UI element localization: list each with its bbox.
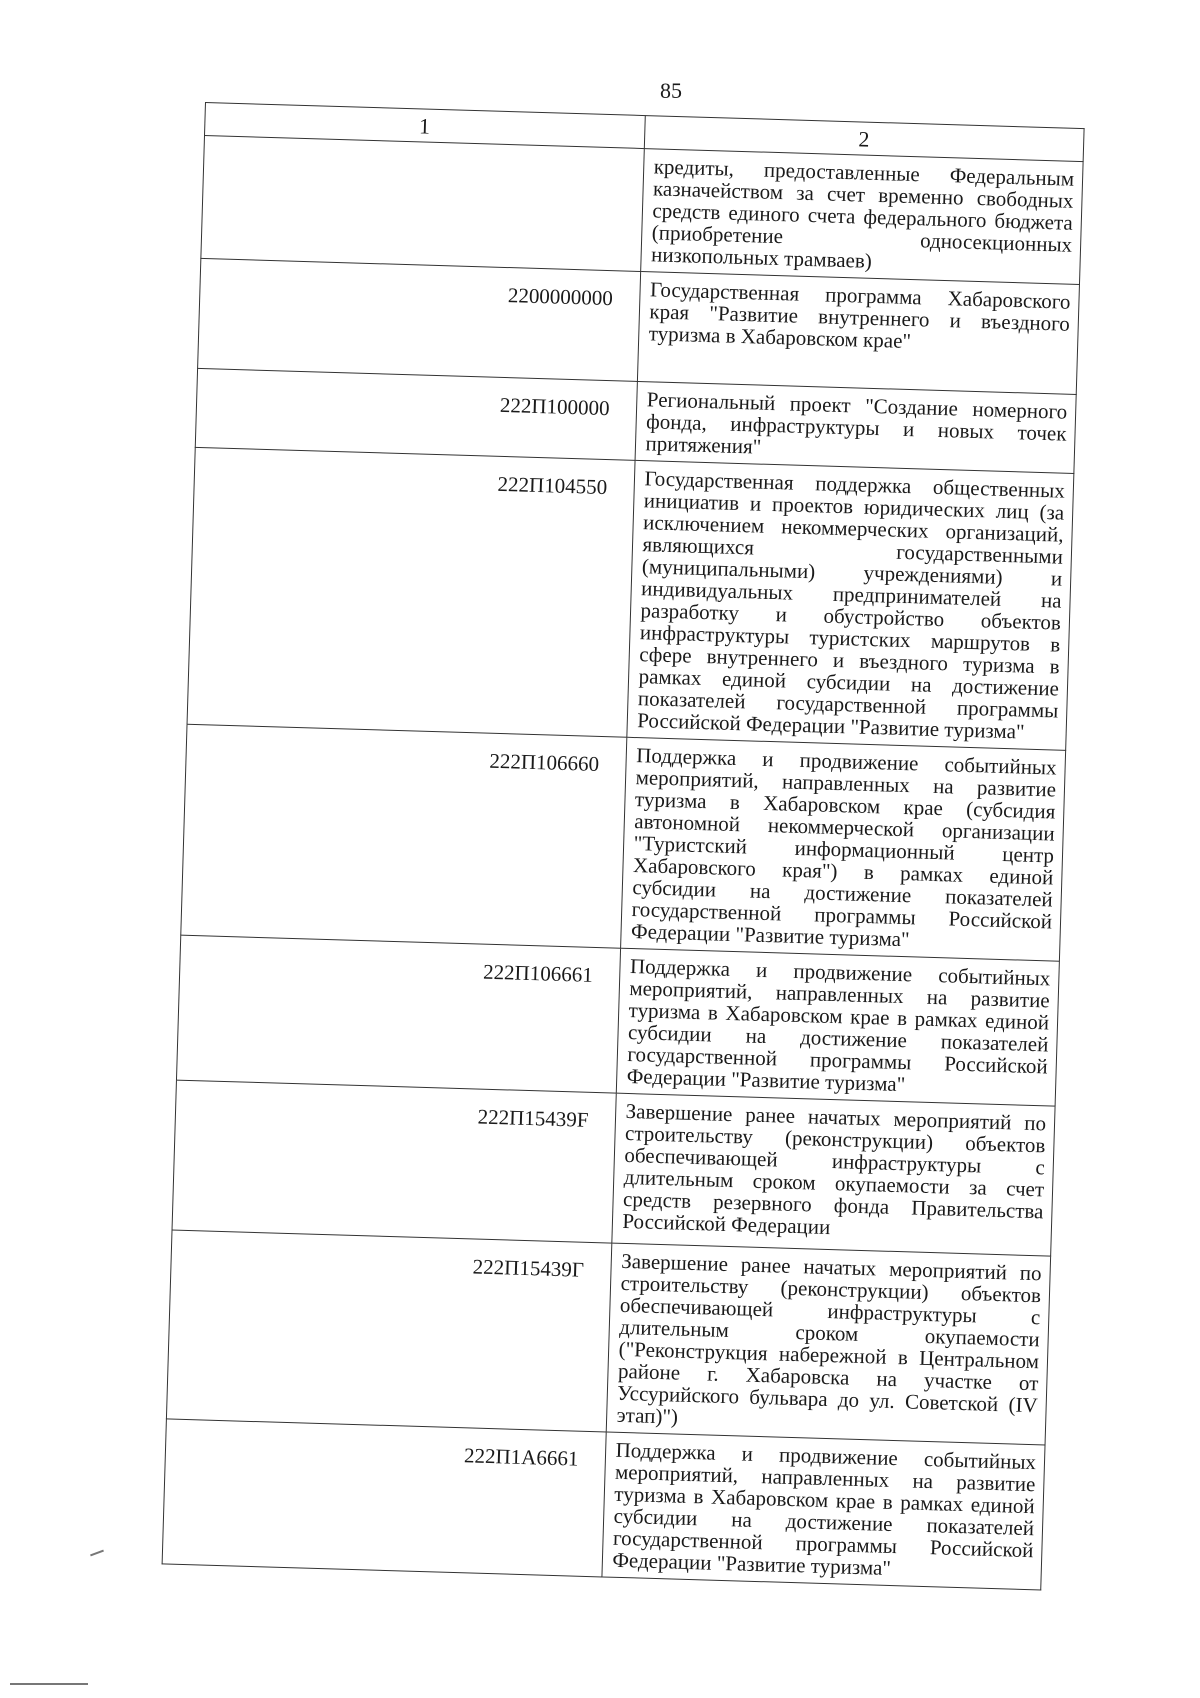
scan-mark	[10, 1683, 88, 1685]
budget-codes-table	[162, 102, 1085, 1590]
table-row	[181, 724, 1066, 961]
row-code: 222П15439Г	[166, 1230, 611, 1432]
row-description: Региональный проект "Создание номерного фонда, инфраструктуры и новых точек притяжения"	[635, 381, 1077, 473]
table-row	[172, 1080, 1055, 1256]
row-description: Государственная поддержка общественных инициатив и проектов юридических лиц (за исключением некоммерческих организаций, являющихся государственными (муниципальными) учреждениями) и индивидуальных предпринимателей на разработку и обустройство объектов инфраструктуры туристских маршрутов в сфере внутреннего и въездного туризма в рамках единой субсидии на достижение показателей государственной программы Российской Федерации "Развитие туризма"	[626, 460, 1074, 750]
row-description: Поддержка и продвижение событийных мероприятий, направленных на развитие туризма в Хабаровском крае в рамках единой субсидии на достижение показателей государственной программы Российской Федерации "Развитие туризма"	[616, 948, 1060, 1106]
row-description: Поддержка и продвижение событийных мероприятий, направленных на развитие туризма в Хабаровском крае в рамках единой субсидии на достижение показателей государственной программы Российской Федерации "Развитие туризма"	[601, 1432, 1045, 1590]
row-code: 2200000000	[198, 258, 641, 381]
row-code: 222П106660	[181, 724, 627, 948]
table-row	[176, 935, 1059, 1106]
page-number: 85	[660, 78, 682, 103]
row-description: Государственная программа Хабаровского края "Развитие внутреннего и въездного туризма в Хабаровском крае"	[637, 271, 1080, 394]
row-description: Завершение ранее начатых мероприятий по строительству (реконструкции) объектов обеспечивающей инфраструктуры с длительным сроком окупаемости за счет средств резервного фонда Правительства Российской Федерации	[611, 1093, 1055, 1256]
row-code: 222П104550	[187, 447, 635, 737]
table-row	[166, 1230, 1050, 1445]
scan-mark	[90, 1550, 104, 1557]
table-row	[187, 447, 1074, 750]
row-code: 222П1А6661	[162, 1419, 606, 1577]
row-code: 222П100000	[195, 368, 637, 460]
row-description: кредиты, предоставленные Федеральным казначейством за счет временно свободных средств единого счета федерального бюджета (приобретение односекционных низкопольных трамваев)	[640, 149, 1083, 285]
row-description: Поддержка и продвижение событийных мероприятий, направленных на развитие туризма в Хабаровском крае (субсидия автономной некоммерческой организации "Туристский информационный центр Хабаровского края") в рамках единой субсидии на достижение показателей государственной программы Российской Федерации "Развитие туризма"	[620, 737, 1066, 961]
row-description: Завершение ранее начатых мероприятий по строительству (реконструкции) объектов обеспечивающей инфраструктуры с длительным сроком окупаемости ("Реконструкция набережной в Центральном районе г. Хабаровска на участке от Уссурийского бульвара до ул. Советской (IV этап)")	[606, 1243, 1051, 1445]
table-row	[162, 1419, 1045, 1590]
header-col-1: 1	[205, 103, 645, 149]
row-code: 222П106661	[176, 935, 620, 1093]
header-col-2: 2	[644, 116, 1084, 162]
row-code: 222П15439F	[172, 1080, 616, 1243]
row-code	[201, 136, 644, 272]
